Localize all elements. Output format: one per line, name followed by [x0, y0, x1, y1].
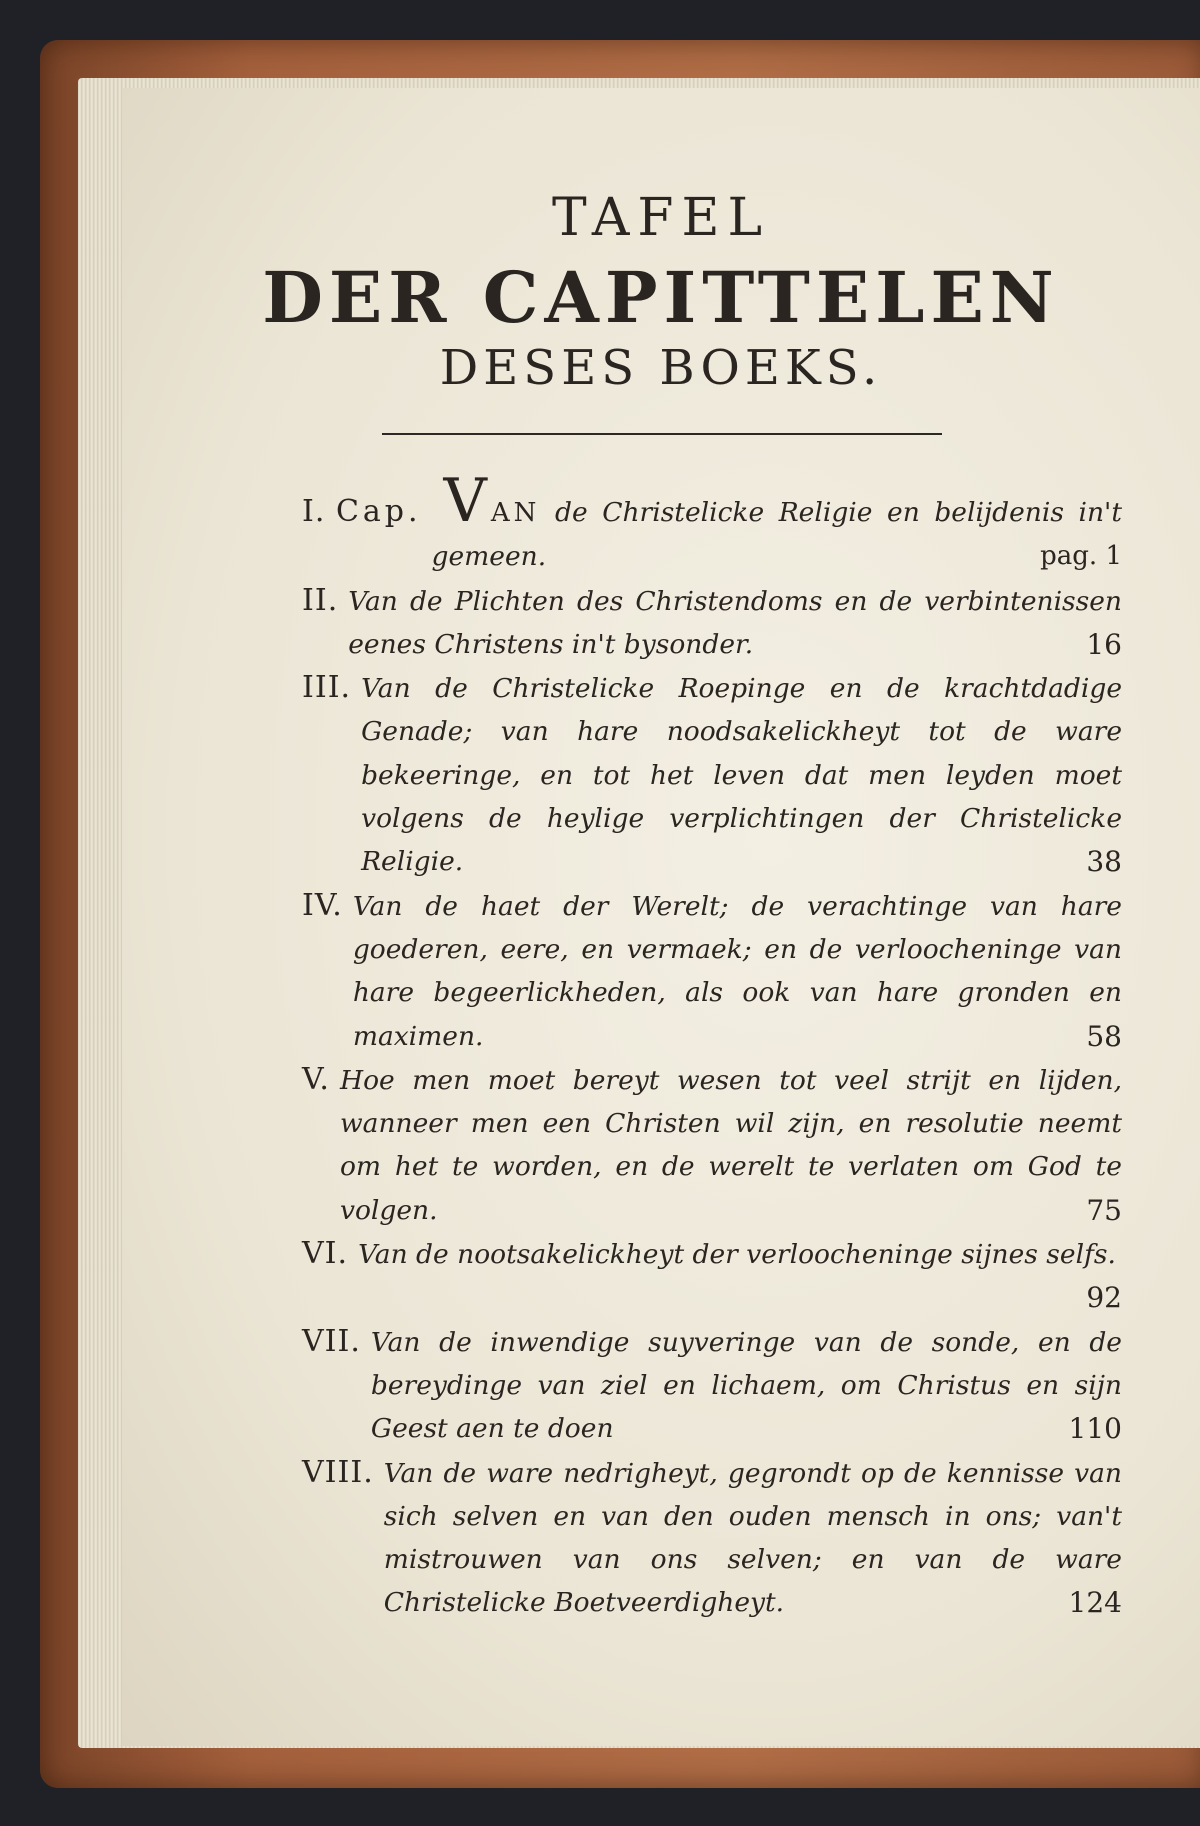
- page-number: 75: [1086, 1193, 1122, 1227]
- chapter-label: Cap.: [335, 494, 422, 529]
- chapter-title-text: Van de ware nedrigheyt, gegrondt op de kennisse van sich selven en van den ouden mensch in ons; van't mistrouwen van ons selven; en van de ware Christelicke Boetveerdigheyt.: [383, 1457, 1122, 1619]
- title-line-1: TAFEL: [552, 188, 770, 248]
- page-number: 110: [1068, 1412, 1122, 1446]
- toc-entry: [302, 884, 1122, 1058]
- book-page: [122, 88, 1200, 1746]
- chapter-title: [384, 1452, 1122, 1625]
- chapter-title-text: Hoe men moet bereyt wesen tot veel strijt en lijden, wanneer men een Christen wil zijn, en resolutie neemt om het te worden, en de werelt te verlaten om God te volgen.: [339, 1064, 1122, 1226]
- chapter-title: [358, 1233, 1122, 1320]
- page-number: 16: [1086, 627, 1122, 661]
- chapter-title-text: Van de nootsakelickheyt der verloocheninge sijnes selfs.: [358, 1239, 1116, 1271]
- chapter-number: V.: [302, 1061, 330, 1097]
- chapter-title-text: Van de Christelicke Roepinge en de krachtdadige Genade; van hare noodsakelickheyt tot de ware bekeeringe, en tot het leven dat men leyden moet volgens de heylige verplichtingen der Christelicke Religie.: [361, 673, 1122, 878]
- chapter-number: II.: [302, 582, 339, 618]
- chapter-title-text: Van de inwendige suyveringe van de sonde, en de bereydinge van ziel en lichaem, om Christus en sijn Geest aen te doen: [370, 1326, 1122, 1445]
- chapter-number: VII.: [302, 1323, 361, 1359]
- chapter-title-text: Van de Plichten des Christendoms en de verbintenissen eenes Christens in't bysonder.: [348, 585, 1122, 660]
- chapter-title: [353, 885, 1122, 1058]
- chapter-title: [371, 1321, 1122, 1451]
- chapter-number: VIII.: [302, 1454, 374, 1490]
- page-number: 38: [1086, 845, 1122, 879]
- chapter-number: [302, 490, 422, 533]
- page-number: 124: [1068, 1586, 1122, 1620]
- toc-entry: [302, 579, 1122, 667]
- title-rule: [382, 433, 942, 435]
- drop-cap-continuation: AN: [490, 498, 541, 528]
- chapter-number: IV.: [302, 887, 343, 923]
- chapter-title-text: de Christelicke Religie en belijdenis in't gemeen.: [431, 497, 1122, 573]
- toc-entry: [302, 1451, 1122, 1625]
- title-line-3: DESES BOEKS.: [439, 340, 883, 396]
- page-number: 92: [1086, 1281, 1122, 1315]
- chapter-number: VI.: [302, 1236, 349, 1272]
- chapter-title: [340, 1059, 1122, 1232]
- chapter-title: [348, 580, 1122, 667]
- table-of-contents: [302, 466, 1122, 1625]
- toc-entry: [302, 1232, 1122, 1320]
- chapter-number: III.: [302, 670, 352, 706]
- chapter-number-text: I.: [302, 494, 326, 529]
- title-line-2: DER CAPITTELEN: [262, 256, 1060, 339]
- drop-cap: V: [443, 466, 487, 536]
- toc-entry: [302, 1320, 1122, 1451]
- chapter-title: [361, 667, 1122, 883]
- chapter-title-text: Van de haet der Werelt; de verachtinge van hare goederen, eere, en vermaek; en de verloocheninge van hare begeerlickheden, als ook van hare gronden en maximen.: [352, 890, 1122, 1052]
- chapter-title: [431, 466, 1122, 579]
- toc-entry: [302, 1058, 1122, 1232]
- page-number: pag. 1: [1040, 541, 1122, 572]
- toc-entry: [302, 466, 1122, 579]
- toc-entry: [302, 666, 1122, 883]
- page-number: 58: [1086, 1019, 1122, 1053]
